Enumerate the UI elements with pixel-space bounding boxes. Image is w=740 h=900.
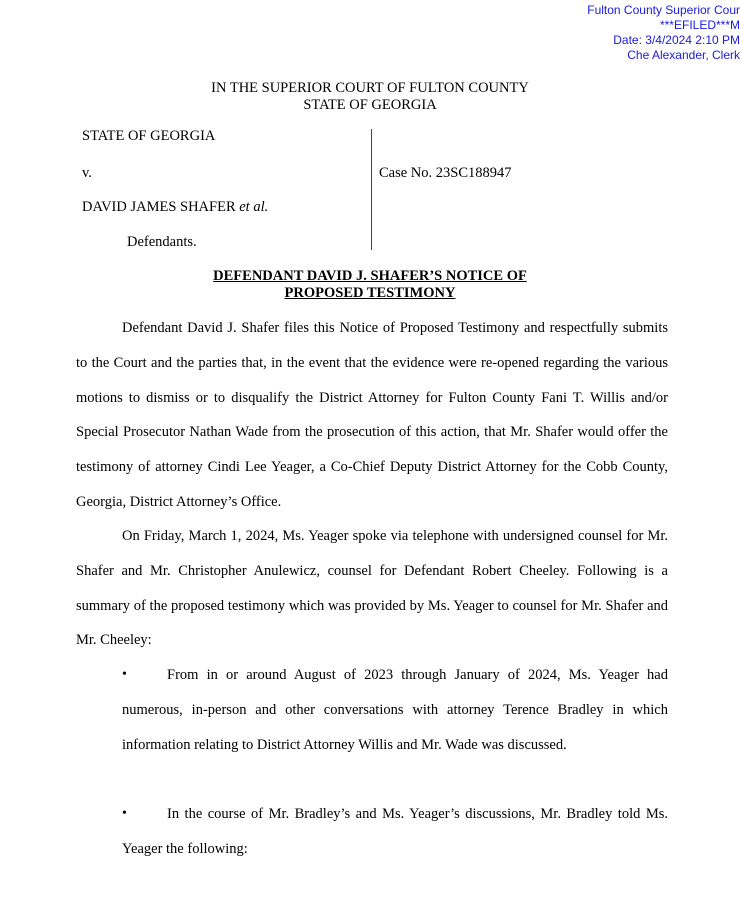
court-name: IN THE SUPERIOR COURT OF FULTON COUNTY	[211, 80, 529, 96]
caption-versus: v.	[82, 165, 92, 181]
bullet-marker-1: •	[122, 667, 127, 682]
case-number: Case No. 23SC188947	[379, 165, 512, 181]
caption-et-al: et al.	[239, 199, 269, 215]
bullet-marker-2: •	[122, 806, 127, 821]
court-state: STATE OF GEORGIA	[303, 97, 437, 113]
body-paragraph-1: Defendant David J. Shafer files this Notice of Proposed Testimony and respectfully submits to the Court and the parties that, in the event that the evidence were re-opened regarding the various motions to dismiss or to disqualify the District Attorney for Fulton County Fani T. Willis and/or Special Prosecutor Nathan Wade from the prosecution of this action, that Mr. Shafer would offer the testimony of attorney Cindi Lee Yeager, a Co-Chief Deputy District Attorney for the Cobb County, Georgia, District Attorney’s Office.	[76, 320, 668, 510]
stamp-efiled-line: ***EFILED***M	[659, 18, 740, 32]
stamp-date-line: Date: 3/4/2024 2:10 PM	[613, 33, 740, 47]
title-line-2: PROPOSED TESTIMONY	[284, 285, 456, 301]
court-heading	[0, 80, 740, 114]
body-paragraph-2: On Friday, March 1, 2024, Ms. Yeager spoke via telephone with undersigned counsel for Mr. Shafer and Mr. Christopher Anulewicz, counsel for Defendant Robert Cheeley. Following is a summary of the proposed testimony which was provided by Ms. Yeager to counsel for Mr. Shafer and Mr. Cheeley:	[76, 528, 668, 649]
caption-defendant	[82, 199, 268, 216]
stamp-court-line: Fulton County Superior Cour	[587, 3, 740, 17]
caption-divider	[371, 129, 372, 250]
stamp-clerk-line: Che Alexander, Clerk	[627, 48, 740, 62]
caption-defendant-name: DAVID JAMES SHAFER	[82, 199, 240, 215]
document-title	[0, 268, 740, 302]
title-line-1: DEFENDANT DAVID J. SHAFER’S NOTICE OF	[213, 268, 527, 284]
caption-defendants-label: Defendants.	[127, 234, 197, 250]
caption-plaintiff: STATE OF GEORGIA	[82, 128, 216, 144]
efiling-stamp	[520, 3, 740, 63]
bullet-item-1: From in or around August of 2023 through January of 2024, Ms. Yeager had numerous, in-person and other conversations with attorney Terence Bradley in which information relating to District Attorney Willis and Mr. Wade was discussed.	[122, 667, 668, 753]
bullet-item-2: In the course of Mr. Bradley’s and Ms. Yeager’s discussions, Mr. Bradley told Ms. Yeager the following:	[122, 806, 668, 857]
